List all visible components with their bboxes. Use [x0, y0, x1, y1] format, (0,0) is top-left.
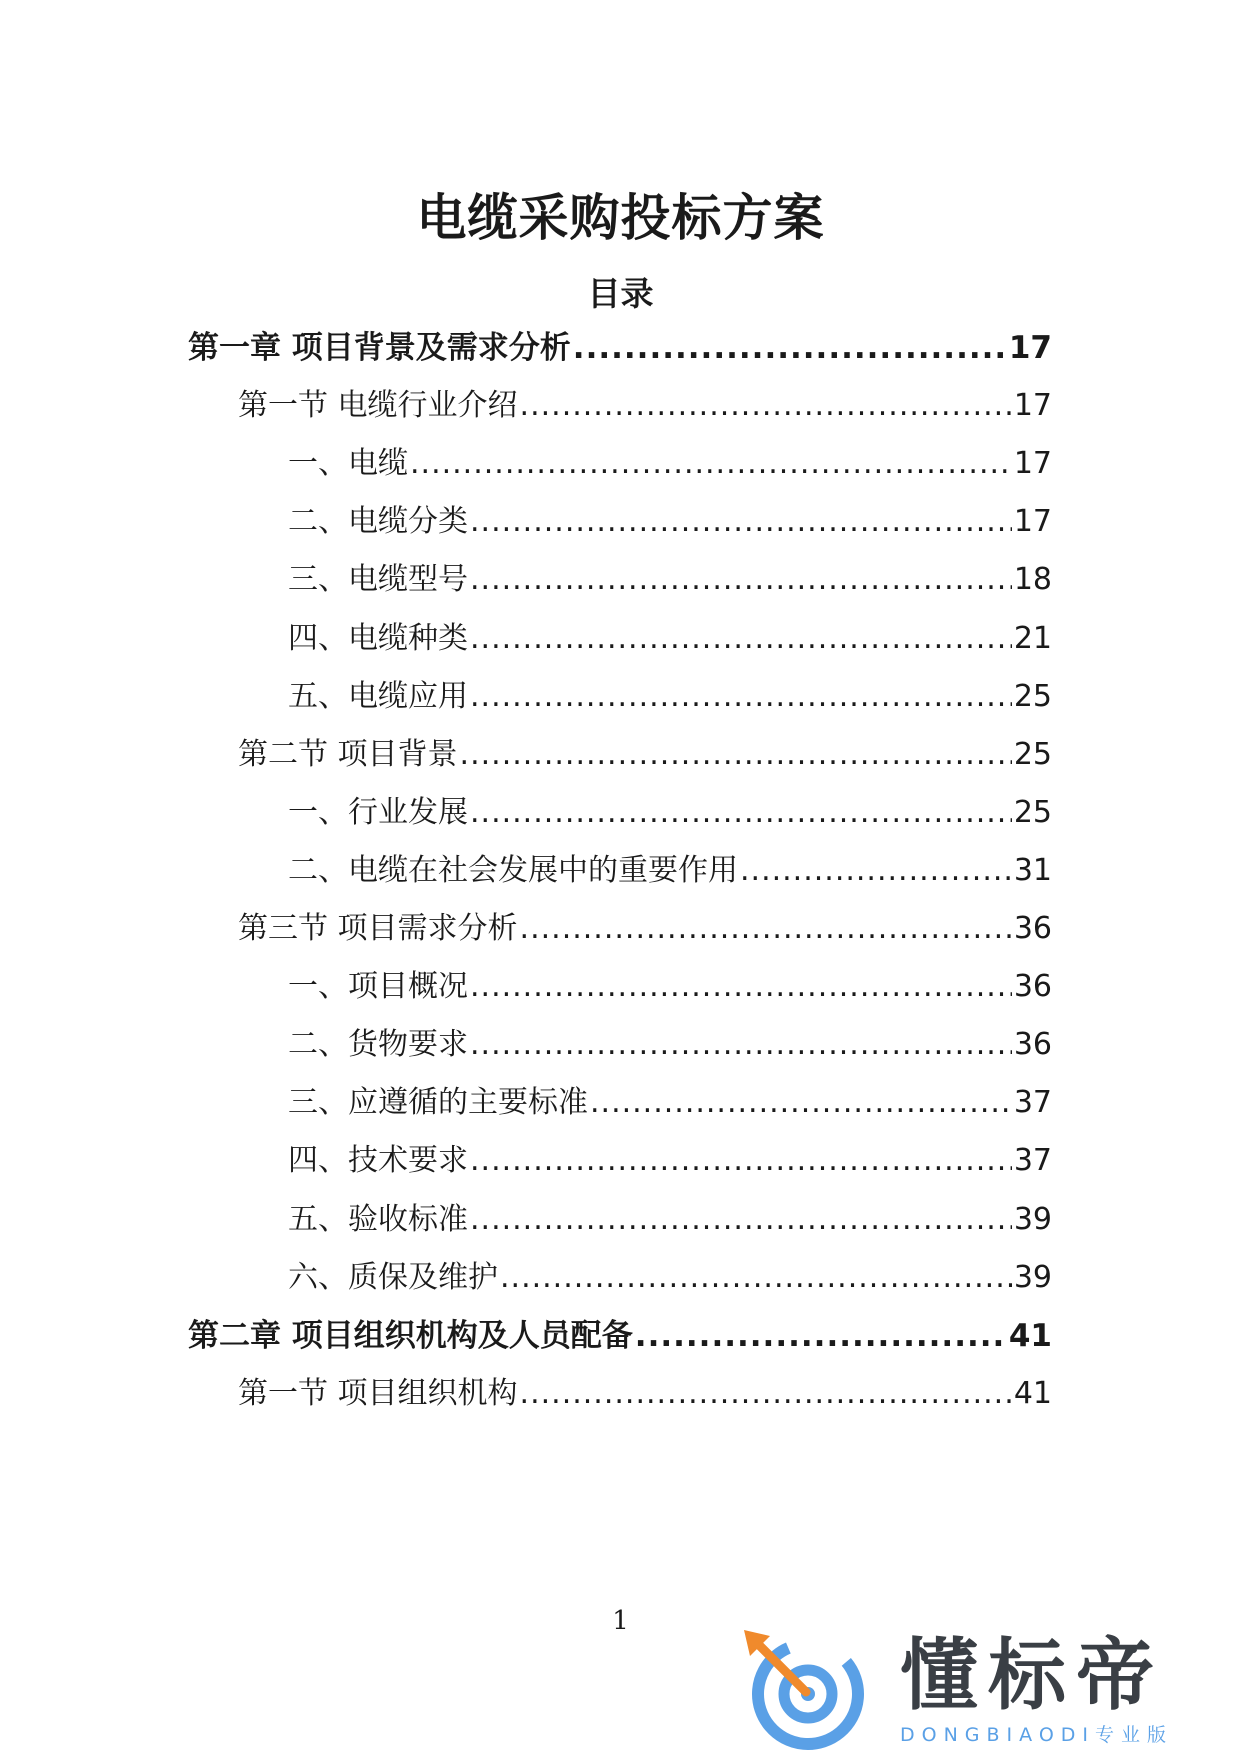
toc-entry[interactable] — [238, 380, 1052, 424]
toc-entry-page: 17 — [1013, 388, 1052, 424]
toc-entry-page: 37 — [1013, 1143, 1052, 1179]
toc-entry-page: 25 — [1013, 736, 1052, 772]
watermark-logo — [740, 1628, 1220, 1748]
toc-entry-label: 第一节 电缆行业介绍 — [238, 388, 518, 424]
toc-entry-page: 25 — [1013, 678, 1052, 714]
toc-entry-label: 二、电缆分类 — [288, 504, 468, 540]
page-number: 1 — [612, 1606, 629, 1636]
toc-entry-label: 四、电缆种类 — [288, 620, 468, 656]
toc-entry-label: 一、项目概况 — [288, 969, 468, 1005]
toc-entry-label: 二、货物要求 — [288, 1027, 468, 1063]
toc-dot-leader — [470, 679, 1012, 714]
toc-entry[interactable] — [238, 729, 1052, 773]
toc-entry-page: 17 — [1008, 330, 1052, 366]
toc-entry[interactable] — [288, 1252, 1052, 1296]
toc-dot-leader — [470, 1202, 1012, 1237]
toc-entry-label: 第二章 项目组织机构及人员配备 — [188, 1317, 633, 1354]
toc-entry[interactable] — [288, 438, 1052, 482]
toc-entry-label: 三、应遵循的主要标准 — [288, 1085, 588, 1121]
toc-dot-leader — [460, 737, 1012, 772]
watermark-brand: 懂标帝 — [900, 1631, 1165, 1721]
toc-entry-page: 37 — [1013, 1085, 1052, 1121]
toc-entry[interactable] — [288, 554, 1052, 598]
toc-entry[interactable] — [288, 1077, 1052, 1121]
toc-dot-leader — [635, 1318, 1007, 1354]
toc-dot-leader — [470, 795, 1012, 830]
toc-entry-page: 36 — [1013, 911, 1052, 946]
toc-entry-label: 第一节 项目组织机构 — [238, 1375, 518, 1411]
toc-entry[interactable] — [238, 1368, 1052, 1412]
toc-entry-page: 36 — [1013, 969, 1052, 1005]
toc-entry-label: 第三节 项目需求分析 — [238, 911, 518, 946]
toc-entry-label: 一、行业发展 — [288, 794, 468, 830]
toc-entry[interactable] — [288, 1135, 1052, 1179]
toc-entry[interactable] — [288, 613, 1052, 657]
toc-entry[interactable] — [188, 1310, 1052, 1354]
toc-entry-label: 五、电缆应用 — [288, 678, 468, 714]
toc-entry[interactable] — [288, 845, 1052, 889]
toc-entry[interactable] — [288, 671, 1052, 715]
toc-entry-page: 31 — [1013, 852, 1052, 888]
toc-entry-page: 41 — [1008, 1317, 1052, 1354]
toc-entry[interactable] — [288, 1019, 1052, 1063]
target-arrow-icon — [740, 1628, 870, 1754]
toc-entry[interactable] — [188, 322, 1052, 366]
toc-dot-leader — [470, 1027, 1012, 1062]
toc-dot-leader — [470, 504, 1012, 539]
toc-entry-label: 一、电缆 — [288, 446, 408, 482]
toc-dot-leader — [573, 330, 1007, 366]
toc-dot-leader — [470, 969, 1012, 1004]
toc-dot-leader — [740, 853, 1012, 888]
toc-entry-page: 18 — [1013, 562, 1052, 598]
toc-entry-page: 39 — [1013, 1201, 1052, 1237]
toc-dot-leader — [500, 1260, 1012, 1295]
toc-entry-page: 36 — [1013, 1027, 1052, 1063]
toc-entry-label: 第二节 项目背景 — [238, 736, 458, 772]
toc-entry-page: 41 — [1013, 1375, 1052, 1411]
watermark-subtitle: DONGBIAODI专业版 — [900, 1724, 1174, 1746]
toc-entry[interactable] — [288, 787, 1052, 831]
toc-entry-label: 四、技术要求 — [288, 1143, 468, 1179]
toc-entry-page: 17 — [1013, 504, 1052, 540]
toc-entry[interactable] — [288, 961, 1052, 1005]
toc-dot-leader — [590, 1085, 1012, 1120]
toc-entry-label: 三、电缆型号 — [288, 562, 468, 598]
toc-dot-leader — [520, 388, 1012, 423]
toc-entry[interactable] — [288, 1194, 1052, 1238]
toc-entry[interactable] — [238, 903, 1052, 947]
toc-dot-leader — [520, 1376, 1012, 1411]
toc-entry-page: 25 — [1013, 794, 1052, 830]
toc-entry-label: 五、验收标准 — [288, 1201, 468, 1237]
toc-dot-leader — [470, 562, 1012, 597]
toc-entry-page: 39 — [1013, 1259, 1052, 1295]
toc-entry[interactable] — [288, 496, 1052, 540]
toc-heading: 目录 — [587, 274, 654, 313]
toc-entry-page: 17 — [1013, 446, 1052, 482]
toc-entry-label: 第一章 项目背景及需求分析 — [188, 330, 571, 366]
toc-dot-leader — [470, 621, 1012, 656]
document-title: 电缆采购投标方案 — [416, 189, 825, 247]
toc-entry-page: 21 — [1013, 620, 1052, 656]
toc-dot-leader — [520, 911, 1012, 946]
toc-entry-label: 二、电缆在社会发展中的重要作用 — [288, 852, 738, 888]
toc-dot-leader — [470, 1143, 1012, 1178]
toc-dot-leader — [410, 446, 1012, 481]
toc-entry-label: 六、质保及维护 — [288, 1259, 498, 1295]
